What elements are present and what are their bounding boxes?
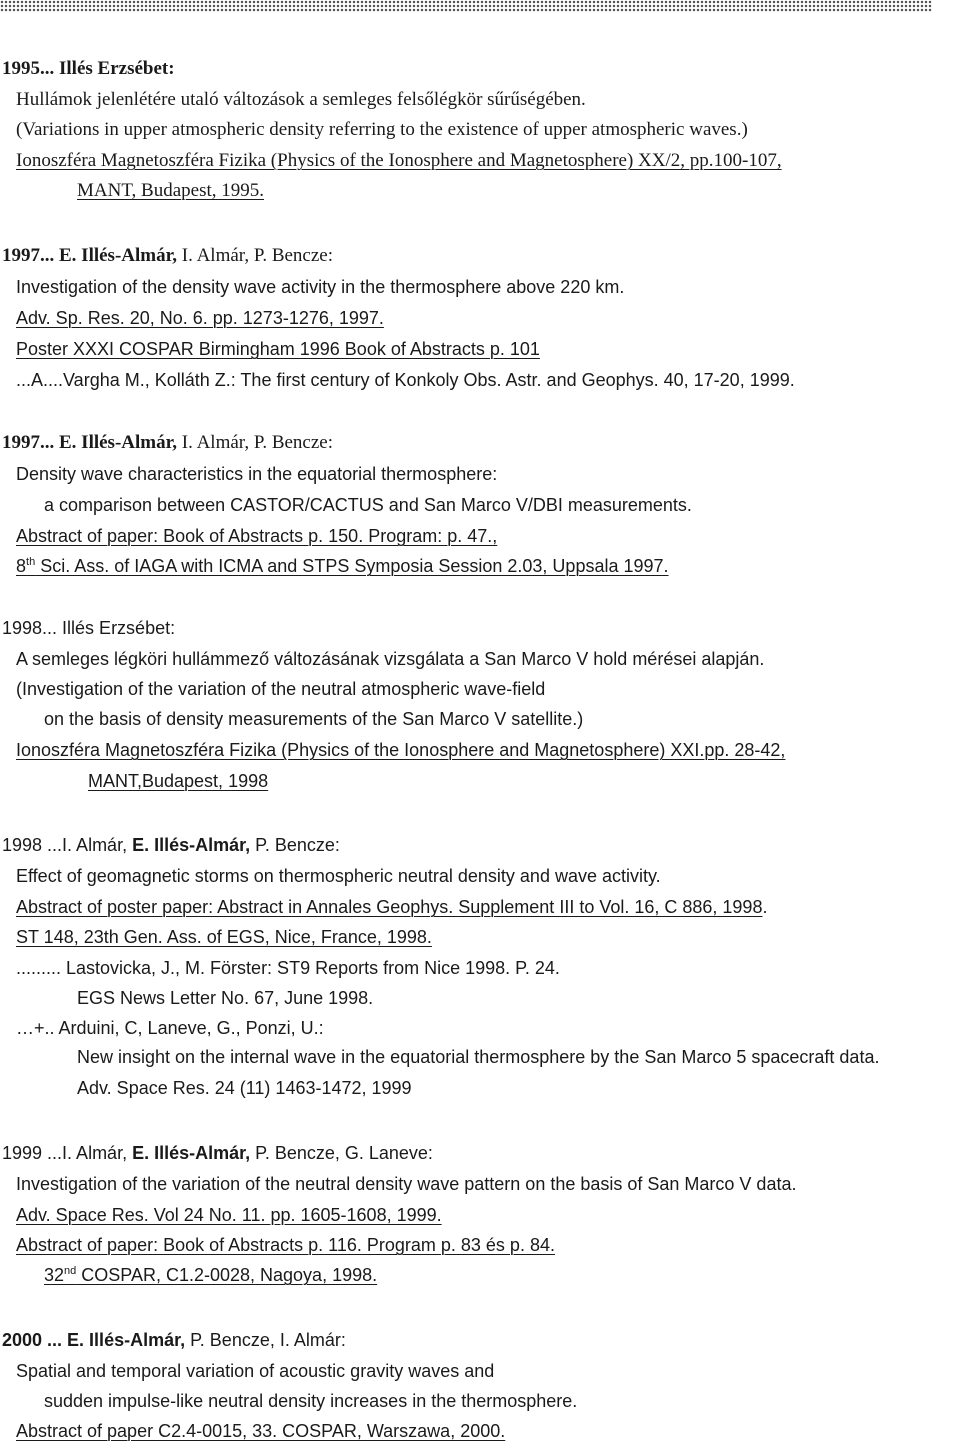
entry-authors-bold: E. Illés-Almár, — [132, 1143, 251, 1163]
entry-title-line1: Density wave characteristics in the equatorial thermosphere: — [16, 464, 498, 484]
citation-text: Vargha M., Kolláth Z.: The first century of Konkoly Obs. Astr. and Geophys. 40, 17-20, 1999. — [63, 370, 795, 390]
entry-title: Investigation of the variation of the neutral density wave pattern on the basis of San Marco V data. — [16, 1174, 797, 1194]
entry-year: 1997 — [2, 245, 40, 266]
entry-1999-header — [2, 1142, 433, 1164]
entry-1997a-header — [2, 245, 333, 267]
entry-citation-2-source: Adv. Space Res. 24 (11) 1463-1472, 1999 — [77, 1078, 412, 1098]
entry-year: 1995 — [2, 58, 40, 79]
entry-title-hungarian: A semleges légköri hullámmező változásának vizsgálata a San Marco V hold mérései alapján. — [16, 649, 765, 669]
entry-publisher: MANT,Budapest, 1998 — [88, 771, 269, 791]
entry-abstract: Abstract of paper C2.4-0015, 33. COSPAR, Warszawa, 2000. — [16, 1421, 506, 1441]
entry-assembly — [16, 555, 669, 577]
entry-authors-bold: ... E. Illés-Almár, — [40, 432, 178, 453]
entry-year: 1999 — [2, 1143, 43, 1163]
entry-title-hungarian: Hullámok jelenlétére utaló változások a semleges felsőlégkör sűrűségében. — [16, 89, 586, 110]
entry-authors: P. Bencze, G. Laneve: — [250, 1143, 433, 1163]
entry-1998b-header — [2, 834, 340, 856]
entry-authors-bold: ... E. Illés-Almár, — [40, 245, 178, 266]
entry-assembly: ST 148, 23th Gen. Ass. of EGS, Nice, France, 1998. — [16, 927, 432, 947]
entry-authors-pre: ...I. Almár, — [42, 1143, 133, 1163]
entry-title: Investigation of the density wave activity in the thermosphere above 220 km. — [16, 277, 625, 297]
dotted-header-border — [0, 0, 932, 12]
entry-2000-header — [2, 1329, 346, 1351]
entry-journal: Adv. Space Res. Vol 24 No. 11. pp. 1605-1608, 1999. — [16, 1205, 442, 1225]
entry-year: 2000 — [2, 1330, 43, 1350]
entry-citation-1: ......... Lastovicka, J., M. Förster: ST9 Reports from Nice 1998. P. 24. — [16, 958, 560, 978]
entry-title-line1: Spatial and temporal variation of acoustic gravity waves and — [16, 1361, 495, 1381]
entry-assembly — [44, 1264, 377, 1286]
entry-authors: ... Illés Erzsébet: — [42, 618, 176, 638]
entry-year: 1998 — [2, 835, 43, 855]
entry-authors: ... Illés Erzsébet: — [40, 58, 175, 79]
entry-citation — [16, 369, 795, 391]
assembly-text: Sci. Ass. of IAGA with ICMA and STPS Symposia Session 2.03, Uppsala 1997. — [35, 556, 669, 576]
entry-journal: Ionoszféra Magnetoszféra Fizika (Physics of the Ionosphere and Magnetosphere) XX/2, pp.100-107, — [16, 150, 782, 171]
entry-citation-1-source: EGS News Letter No. 67, June 1998. — [77, 988, 374, 1008]
citation-marker: ...A.... — [16, 370, 64, 390]
assembly-number: 8 — [16, 556, 27, 576]
entry-year: 1997 — [2, 432, 40, 453]
entry-abstract: Abstract of paper: Book of Abstracts p. 116. Program p. 83 és p. 84. — [16, 1235, 555, 1255]
entry-authors-pre: ...I. Almár, — [42, 835, 133, 855]
entry-title-english: (Variations in upper atmospheric density referring to the existence of upper atmospheric waves.) — [16, 119, 748, 140]
entry-authors: I. Almár, P. Bencze: — [177, 245, 333, 266]
entry-authors-bold: ... E. Illés-Almár, — [42, 1330, 186, 1350]
entry-title-line2: sudden impulse-like neutral density increases in the thermosphere. — [44, 1391, 578, 1411]
entry-citation-2: …+.. Arduini, C, Laneve, G., Ponzi, U.: — [16, 1018, 324, 1038]
entry-title-english-line1: (Investigation of the variation of the neutral atmospheric wave-field — [16, 679, 546, 699]
entry-title-english-line2: on the basis of density measurements of the San Marco V satellite.) — [44, 709, 584, 729]
entry-1998a-header — [2, 617, 175, 639]
assembly-number: 32 — [44, 1265, 65, 1285]
entry-title-line2: a comparison between CASTOR/CACTUS and San Marco V/DBI measurements. — [44, 495, 692, 515]
entry-journal: Adv. Sp. Res. 20, No. 6. pp. 1273-1276, 1997. — [16, 308, 384, 328]
entry-1997b-header — [2, 432, 333, 454]
assembly-ordinal: th — [26, 556, 36, 568]
entry-authors: I. Almár, P. Bencze: — [177, 432, 333, 453]
abstract-end: . — [762, 897, 768, 917]
entry-authors-bold: E. Illés-Almár, — [132, 835, 251, 855]
entry-poster: Poster XXXI COSPAR Birmingham 1996 Book of Abstracts p. 101 — [16, 339, 540, 359]
entry-1995-header — [2, 58, 175, 80]
entry-authors: P. Bencze: — [250, 835, 340, 855]
entry-publisher: MANT, Budapest, 1995. — [77, 180, 264, 201]
entry-journal: Ionoszféra Magnetoszféra Fizika (Physics of the Ionosphere and Magnetosphere) XXI.pp. 28-42, — [16, 740, 786, 760]
entry-abstract: Abstract of paper: Book of Abstracts p. 150. Program: p. 47., — [16, 526, 498, 546]
entry-abstract — [16, 896, 767, 918]
assembly-ordinal: nd — [64, 1265, 77, 1277]
entry-authors: P. Bencze, I. Almár: — [185, 1330, 346, 1350]
entry-citation-2-title: New insight on the internal wave in the equatorial thermosphere by the San Marco 5 spacecraft data. — [77, 1047, 880, 1067]
entry-year: 1998 — [2, 618, 43, 638]
entry-title: Effect of geomagnetic storms on thermospheric neutral density and wave activity. — [16, 866, 661, 886]
abstract-text: Abstract of poster paper: Abstract in Annales Geophys. Supplement III to Vol. 16, C 886, 1998 — [16, 897, 763, 917]
assembly-text: COSPAR, C1.2-0028, Nagoya, 1998. — [76, 1265, 378, 1285]
